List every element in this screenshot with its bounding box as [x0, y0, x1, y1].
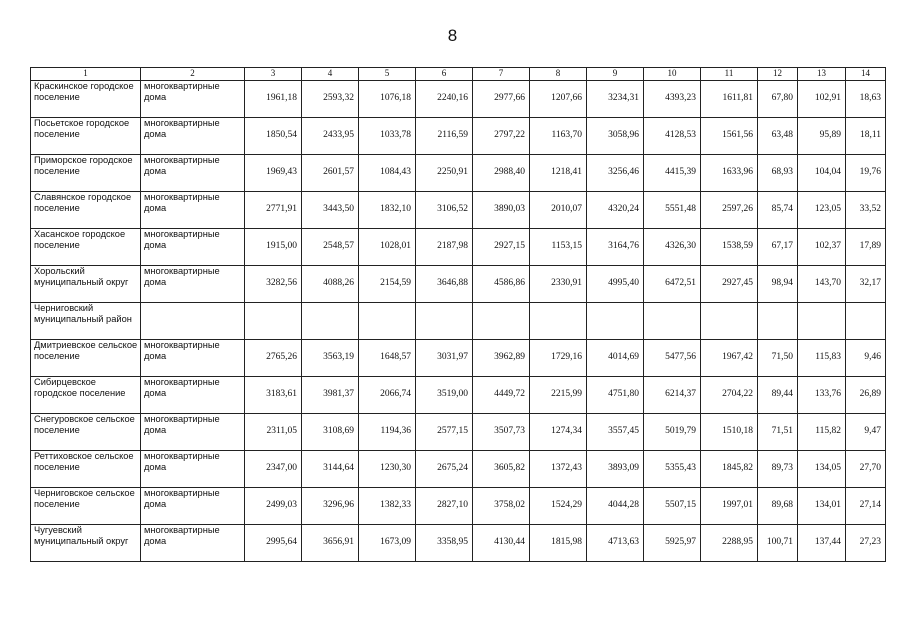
value-cell-col-7: 3758,02	[473, 488, 530, 525]
value-cell-col-8: 1218,41	[530, 155, 587, 192]
column-number-9: 9	[587, 68, 644, 81]
value-cell-col-3: 2995,64	[245, 525, 302, 562]
value-cell-col-8: 1729,16	[530, 340, 587, 377]
value-cell-col-11: 1997,01	[701, 488, 758, 525]
value-cell-col-5	[359, 303, 416, 340]
value-cell-col-8: 1524,29	[530, 488, 587, 525]
table-row	[31, 303, 886, 340]
value-cell-col-3: 2771,91	[245, 192, 302, 229]
table-row	[31, 451, 886, 488]
value-cell-col-14: 32,17	[846, 266, 886, 303]
value-cell-col-11: 1510,18	[701, 414, 758, 451]
value-cell-col-9	[587, 303, 644, 340]
value-cell-col-7: 3507,73	[473, 414, 530, 451]
column-number-12: 12	[758, 68, 798, 81]
value-cell-col-9: 4995,40	[587, 266, 644, 303]
value-cell-col-11: 2704,22	[701, 377, 758, 414]
column-number-10: 10	[644, 68, 701, 81]
table-row	[31, 192, 886, 229]
value-cell-col-6: 2116,59	[416, 118, 473, 155]
column-number-13: 13	[798, 68, 846, 81]
value-cell-col-4: 3296,96	[302, 488, 359, 525]
value-cell-col-3: 1915,00	[245, 229, 302, 266]
value-cell-col-8: 2215,99	[530, 377, 587, 414]
table-row	[31, 229, 886, 266]
value-cell-col-12: 67,17	[758, 229, 798, 266]
value-cell-col-12: 100,71	[758, 525, 798, 562]
value-cell-col-12: 71,50	[758, 340, 798, 377]
value-cell-col-9: 4320,24	[587, 192, 644, 229]
value-cell-col-5: 1028,01	[359, 229, 416, 266]
value-cell-col-4: 3443,50	[302, 192, 359, 229]
value-cell-col-10: 5355,43	[644, 451, 701, 488]
table-row	[31, 266, 886, 303]
value-cell-col-9: 3557,45	[587, 414, 644, 451]
value-cell-col-11: 1561,56	[701, 118, 758, 155]
territory-name: Снегуровское сельское поселение	[31, 414, 141, 451]
territory-name: Реттиховское сельское поселение	[31, 451, 141, 488]
value-cell-col-7: 2927,15	[473, 229, 530, 266]
value-cell-col-11: 1611,81	[701, 81, 758, 118]
value-cell-col-8: 2010,07	[530, 192, 587, 229]
value-cell-col-13: 102,37	[798, 229, 846, 266]
table-row	[31, 118, 886, 155]
value-cell-col-3	[245, 303, 302, 340]
value-cell-col-10: 5477,56	[644, 340, 701, 377]
value-cell-col-9: 4713,63	[587, 525, 644, 562]
territory-name: Сибирцевское городское поселение	[31, 377, 141, 414]
value-cell-col-9: 4751,80	[587, 377, 644, 414]
value-cell-col-9: 3256,46	[587, 155, 644, 192]
value-cell-col-6: 3646,88	[416, 266, 473, 303]
table-row	[31, 340, 886, 377]
value-cell-col-10: 4415,39	[644, 155, 701, 192]
value-cell-col-12: 89,68	[758, 488, 798, 525]
value-cell-col-8: 1153,15	[530, 229, 587, 266]
value-cell-col-9: 3234,31	[587, 81, 644, 118]
housing-type: многоквартирные дома	[141, 525, 245, 562]
value-cell-col-13: 102,91	[798, 81, 846, 118]
value-cell-col-11: 1633,96	[701, 155, 758, 192]
value-cell-col-8: 1274,34	[530, 414, 587, 451]
value-cell-col-13: 115,83	[798, 340, 846, 377]
value-cell-col-7: 3962,89	[473, 340, 530, 377]
value-cell-col-11: 2597,26	[701, 192, 758, 229]
value-cell-col-5: 1673,09	[359, 525, 416, 562]
value-cell-col-13: 137,44	[798, 525, 846, 562]
table-body	[31, 81, 886, 562]
value-cell-col-12: 67,80	[758, 81, 798, 118]
housing-type: многоквартирные дома	[141, 81, 245, 118]
housing-type: многоквартирные дома	[141, 155, 245, 192]
value-cell-col-6: 3031,97	[416, 340, 473, 377]
value-cell-col-12: 89,73	[758, 451, 798, 488]
value-cell-col-14: 18,63	[846, 81, 886, 118]
value-cell-col-14: 9,47	[846, 414, 886, 451]
value-cell-col-11	[701, 303, 758, 340]
value-cell-col-6: 2187,98	[416, 229, 473, 266]
value-cell-col-3: 2347,00	[245, 451, 302, 488]
value-cell-col-14: 9,46	[846, 340, 886, 377]
housing-type: многоквартирные дома	[141, 377, 245, 414]
value-cell-col-10: 5507,15	[644, 488, 701, 525]
value-cell-col-6: 2250,91	[416, 155, 473, 192]
column-number-5: 5	[359, 68, 416, 81]
value-cell-col-14: 27,23	[846, 525, 886, 562]
value-cell-col-7: 4586,86	[473, 266, 530, 303]
territory-name: Хорольский муниципальный округ	[31, 266, 141, 303]
value-cell-col-6: 3358,95	[416, 525, 473, 562]
value-cell-col-8: 1207,66	[530, 81, 587, 118]
value-cell-col-11: 2927,45	[701, 266, 758, 303]
territory-name: Черниговское сельское поселение	[31, 488, 141, 525]
value-cell-col-4: 3656,91	[302, 525, 359, 562]
value-cell-col-7: 2797,22	[473, 118, 530, 155]
territory-name: Славянское городское поселение	[31, 192, 141, 229]
value-cell-col-14	[846, 303, 886, 340]
value-cell-col-14: 27,70	[846, 451, 886, 488]
value-cell-col-8: 2330,91	[530, 266, 587, 303]
territory-name: Посьетское городское поселение	[31, 118, 141, 155]
value-cell-col-6	[416, 303, 473, 340]
value-cell-col-14: 33,52	[846, 192, 886, 229]
value-cell-col-13: 95,89	[798, 118, 846, 155]
value-cell-col-9: 3893,09	[587, 451, 644, 488]
column-number-8: 8	[530, 68, 587, 81]
column-number-row	[31, 68, 886, 81]
value-cell-col-6: 2675,24	[416, 451, 473, 488]
value-cell-col-10: 6472,51	[644, 266, 701, 303]
value-cell-col-9: 3164,76	[587, 229, 644, 266]
value-cell-col-5: 2154,59	[359, 266, 416, 303]
territory-name: Приморское городское поселение	[31, 155, 141, 192]
table-row	[31, 525, 886, 562]
value-cell-col-12: 71,51	[758, 414, 798, 451]
value-cell-col-6: 3519,00	[416, 377, 473, 414]
value-cell-col-9: 3058,96	[587, 118, 644, 155]
value-cell-col-11: 1967,42	[701, 340, 758, 377]
value-cell-col-11: 1538,59	[701, 229, 758, 266]
value-cell-col-4: 2601,57	[302, 155, 359, 192]
territory-name: Краскинское городское поселение	[31, 81, 141, 118]
value-cell-col-11: 2288,95	[701, 525, 758, 562]
tariff-table	[30, 67, 886, 562]
value-cell-col-5: 1832,10	[359, 192, 416, 229]
value-cell-col-10: 4393,23	[644, 81, 701, 118]
value-cell-col-3: 1969,43	[245, 155, 302, 192]
value-cell-col-13	[798, 303, 846, 340]
column-number-3: 3	[245, 68, 302, 81]
territory-name: Хасанское городское поселение	[31, 229, 141, 266]
value-cell-col-4: 2433,95	[302, 118, 359, 155]
value-cell-col-14: 27,14	[846, 488, 886, 525]
value-cell-col-7: 2977,66	[473, 81, 530, 118]
value-cell-col-8: 1163,70	[530, 118, 587, 155]
territory-name: Черниговский муниципальный район	[31, 303, 141, 340]
value-cell-col-10: 5019,79	[644, 414, 701, 451]
column-number-6: 6	[416, 68, 473, 81]
column-number-11: 11	[701, 68, 758, 81]
value-cell-col-5: 1194,36	[359, 414, 416, 451]
value-cell-col-13: 134,01	[798, 488, 846, 525]
table-row	[31, 155, 886, 192]
value-cell-col-13: 134,05	[798, 451, 846, 488]
value-cell-col-3: 2765,26	[245, 340, 302, 377]
value-cell-col-9: 4044,28	[587, 488, 644, 525]
housing-type: многоквартирные дома	[141, 229, 245, 266]
value-cell-col-10: 4326,30	[644, 229, 701, 266]
value-cell-col-12: 63,48	[758, 118, 798, 155]
value-cell-col-6: 2577,15	[416, 414, 473, 451]
value-cell-col-11: 1845,82	[701, 451, 758, 488]
value-cell-col-4: 2548,57	[302, 229, 359, 266]
table-row	[31, 81, 886, 118]
value-cell-col-4: 3144,64	[302, 451, 359, 488]
housing-type: многоквартирные дома	[141, 118, 245, 155]
value-cell-col-7	[473, 303, 530, 340]
housing-type: многоквартирные дома	[141, 192, 245, 229]
value-cell-col-14: 17,89	[846, 229, 886, 266]
value-cell-col-10: 5551,48	[644, 192, 701, 229]
page-number: 8	[447, 26, 458, 45]
value-cell-col-14: 18,11	[846, 118, 886, 155]
value-cell-col-5: 1076,18	[359, 81, 416, 118]
housing-type: многоквартирные дома	[141, 488, 245, 525]
column-number-7: 7	[473, 68, 530, 81]
value-cell-col-12: 85,74	[758, 192, 798, 229]
housing-type: многоквартирные дома	[141, 266, 245, 303]
value-cell-col-5: 1648,57	[359, 340, 416, 377]
value-cell-col-13: 115,82	[798, 414, 846, 451]
value-cell-col-12	[758, 303, 798, 340]
value-cell-col-10: 5925,97	[644, 525, 701, 562]
value-cell-col-3: 1961,18	[245, 81, 302, 118]
value-cell-col-12: 98,94	[758, 266, 798, 303]
value-cell-col-4: 3981,37	[302, 377, 359, 414]
housing-type	[141, 303, 245, 340]
housing-type: многоквартирные дома	[141, 414, 245, 451]
value-cell-col-10: 6214,37	[644, 377, 701, 414]
value-cell-col-3: 2499,03	[245, 488, 302, 525]
value-cell-col-5: 1084,43	[359, 155, 416, 192]
value-cell-col-5: 2066,74	[359, 377, 416, 414]
column-number-1: 1	[31, 68, 141, 81]
value-cell-col-13: 143,70	[798, 266, 846, 303]
value-cell-col-13: 133,76	[798, 377, 846, 414]
value-cell-col-3: 3282,56	[245, 266, 302, 303]
value-cell-col-7: 4130,44	[473, 525, 530, 562]
value-cell-col-10	[644, 303, 701, 340]
column-number-14: 14	[846, 68, 886, 81]
value-cell-col-7: 3605,82	[473, 451, 530, 488]
table-row	[31, 377, 886, 414]
value-cell-col-5: 1033,78	[359, 118, 416, 155]
value-cell-col-9: 4014,69	[587, 340, 644, 377]
value-cell-col-3: 3183,61	[245, 377, 302, 414]
value-cell-col-12: 68,93	[758, 155, 798, 192]
value-cell-col-7: 3890,03	[473, 192, 530, 229]
value-cell-col-14: 19,76	[846, 155, 886, 192]
value-cell-col-3: 1850,54	[245, 118, 302, 155]
column-number-2: 2	[141, 68, 245, 81]
value-cell-col-8: 1815,98	[530, 525, 587, 562]
value-cell-col-4	[302, 303, 359, 340]
value-cell-col-4: 3563,19	[302, 340, 359, 377]
value-cell-col-8: 1372,43	[530, 451, 587, 488]
value-cell-col-10: 4128,53	[644, 118, 701, 155]
value-cell-col-6: 2240,16	[416, 81, 473, 118]
table-row	[31, 414, 886, 451]
territory-name: Дмитриевское сельское поселение	[31, 340, 141, 377]
value-cell-col-7: 2988,40	[473, 155, 530, 192]
value-cell-col-12: 89,44	[758, 377, 798, 414]
value-cell-col-4: 4088,26	[302, 266, 359, 303]
value-cell-col-6: 2827,10	[416, 488, 473, 525]
housing-type: многоквартирные дома	[141, 340, 245, 377]
value-cell-col-5: 1382,33	[359, 488, 416, 525]
housing-type: многоквартирные дома	[141, 451, 245, 488]
value-cell-col-13: 123,05	[798, 192, 846, 229]
value-cell-col-4: 3108,69	[302, 414, 359, 451]
table-row	[31, 488, 886, 525]
value-cell-col-14: 26,89	[846, 377, 886, 414]
value-cell-col-13: 104,04	[798, 155, 846, 192]
value-cell-col-6: 3106,52	[416, 192, 473, 229]
value-cell-col-8	[530, 303, 587, 340]
territory-name: Чугуевский муниципальный округ	[31, 525, 141, 562]
value-cell-col-4: 2593,32	[302, 81, 359, 118]
value-cell-col-5: 1230,30	[359, 451, 416, 488]
value-cell-col-7: 4449,72	[473, 377, 530, 414]
column-number-4: 4	[302, 68, 359, 81]
value-cell-col-3: 2311,05	[245, 414, 302, 451]
